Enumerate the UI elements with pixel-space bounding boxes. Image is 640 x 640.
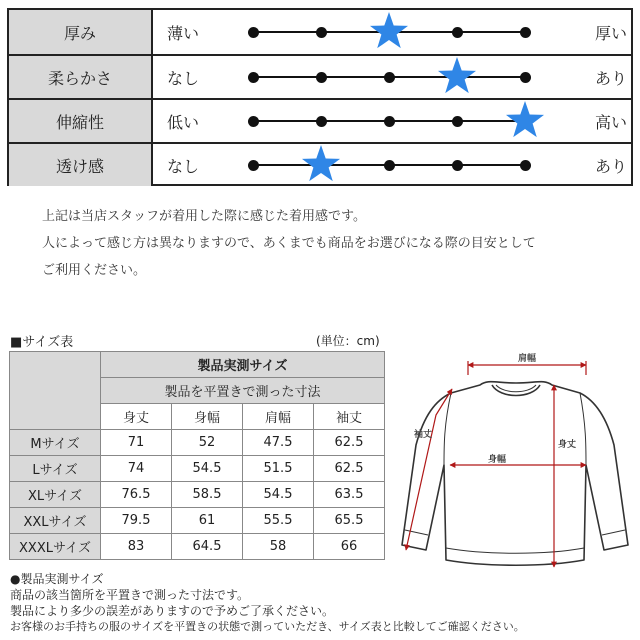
cell: 74 [101, 456, 172, 482]
scale-dot [452, 116, 463, 127]
sweatshirt-illustration [396, 345, 636, 585]
row-size-label: XXLサイズ [10, 508, 101, 534]
scale-dot [316, 27, 327, 38]
texture-row-sheerness [9, 142, 631, 186]
column-header: 身丈 [101, 404, 172, 430]
texture-label: 柔らかさ [9, 56, 153, 98]
scale-high-label: あり [594, 156, 627, 176]
size-table-title: ■サイズ表 [10, 335, 74, 350]
table-header-sub: 製品を平置きで測った寸法 [101, 378, 385, 404]
cell: 83 [101, 534, 172, 560]
cell: 79.5 [101, 508, 172, 534]
scale-low-label: なし [167, 68, 200, 88]
column-header: 身幅 [172, 404, 243, 430]
size-table [9, 351, 385, 560]
note-line-2: 人によって感じ方は異なりますので、あくまでも商品をお選びになる際の目安として [42, 236, 536, 251]
scale-dot [316, 116, 327, 127]
cell: 52 [172, 430, 243, 456]
cell: 66 [314, 534, 385, 560]
rating-star-icon [505, 101, 545, 141]
texture-table [7, 8, 633, 186]
table-header-main: 製品実測サイズ [101, 352, 385, 378]
rating-star-icon [437, 57, 477, 97]
cell: 47.5 [243, 430, 314, 456]
texture-label: 伸縮性 [9, 100, 153, 142]
cell: 55.5 [243, 508, 314, 534]
scale-dot [452, 160, 463, 171]
footer-line-3: 製品により多少の誤差がありますので予めご了承ください。 [10, 604, 335, 618]
scale-dot [520, 72, 531, 83]
diagram-label-length: 身丈 [558, 440, 577, 450]
row-size-label: Lサイズ [10, 456, 101, 482]
scale-dot [384, 72, 395, 83]
scale-dot [384, 160, 395, 171]
cell: 54.5 [172, 456, 243, 482]
scale-dot [248, 27, 259, 38]
note-line-1: 上記は当店スタッフが着用した際に感じた着用感です。 [42, 209, 366, 224]
cell: 54.5 [243, 482, 314, 508]
cell: 62.5 [314, 456, 385, 482]
scale-dot [248, 72, 259, 83]
cell: 65.5 [314, 508, 385, 534]
table-row [10, 534, 385, 560]
row-size-label: XXXLサイズ [10, 534, 101, 560]
table-row [10, 482, 385, 508]
column-header: 袖丈 [314, 404, 385, 430]
row-size-label: XLサイズ [10, 482, 101, 508]
rating-star-icon [369, 12, 409, 52]
texture-scale [153, 144, 631, 186]
table-row [10, 508, 385, 534]
table-row [10, 456, 385, 482]
scale-high-label: あり [594, 68, 627, 88]
texture-scale [153, 56, 631, 98]
scale-high-label: 高い [594, 112, 627, 132]
table-corner [10, 352, 101, 430]
scale-dot [452, 27, 463, 38]
scale-dot [316, 72, 327, 83]
scale-dot [248, 116, 259, 127]
scale-dot [520, 160, 531, 171]
scale-low-label: なし [167, 156, 200, 176]
cell: 71 [101, 430, 172, 456]
scale-dot [248, 160, 259, 171]
scale-low-label: 薄い [167, 23, 200, 43]
texture-label: 透け感 [9, 144, 153, 186]
scale-dot [520, 27, 531, 38]
footer-line-1: ●製品実測サイズ [10, 572, 104, 586]
cell: 64.5 [172, 534, 243, 560]
cell: 51.5 [243, 456, 314, 482]
sweatshirt-diagram [396, 345, 636, 585]
texture-row-thickness [9, 10, 631, 54]
footer-line-2: 商品の該当箇所を平置きで測った寸法です。 [10, 588, 250, 602]
texture-row-softness [9, 54, 631, 98]
cell: 61 [172, 508, 243, 534]
texture-scale [153, 10, 631, 54]
diagram-label-sleeve: 袖丈 [414, 430, 433, 440]
diagram-label-width: 身幅 [488, 455, 507, 465]
scale-high-label: 厚い [594, 23, 627, 43]
size-table-unit: (単位：cm) [316, 334, 380, 348]
column-header: 肩幅 [243, 404, 314, 430]
diagram-label-shoulder: 肩幅 [518, 354, 537, 364]
texture-scale [153, 100, 631, 142]
texture-label: 厚み [9, 10, 153, 54]
cell: 63.5 [314, 482, 385, 508]
cell: 62.5 [314, 430, 385, 456]
cell: 58.5 [172, 482, 243, 508]
note-line-3: ご利用ください。 [42, 263, 147, 278]
footer-line-4: お客様のお手持ちの服のサイズを平置きの状態で測っていただき、サイズ表と比較してご確認ください。 [10, 620, 525, 633]
rating-star-icon [301, 145, 341, 185]
texture-row-stretch [9, 98, 631, 142]
cell: 76.5 [101, 482, 172, 508]
scale-dot [384, 116, 395, 127]
row-size-label: Mサイズ [10, 430, 101, 456]
cell: 58 [243, 534, 314, 560]
scale-low-label: 低い [167, 112, 200, 132]
table-row [10, 430, 385, 456]
